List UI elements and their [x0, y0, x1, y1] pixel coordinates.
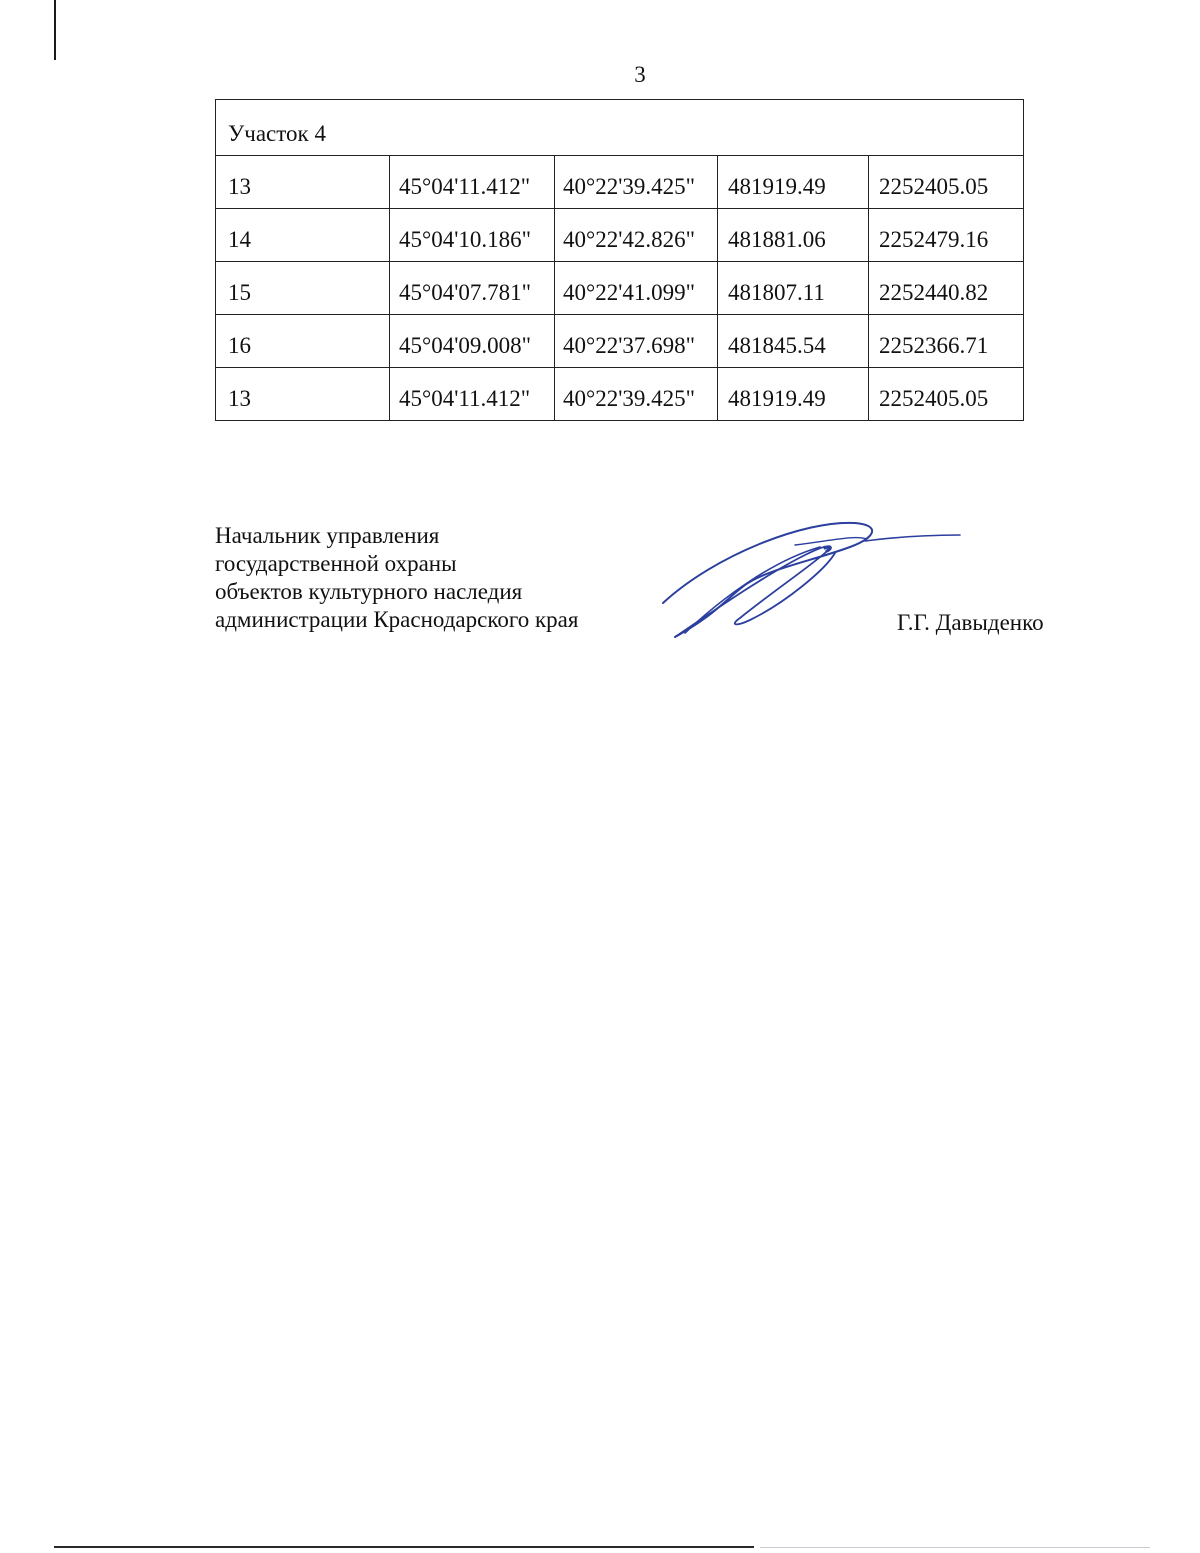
scan-edge-bottom [54, 1546, 754, 1548]
table-row [216, 368, 1024, 421]
table-cell: 481845.54 [718, 315, 869, 368]
table-row [216, 209, 1024, 262]
table-row [216, 262, 1024, 315]
table-cell: 40°22'39.425" [555, 368, 718, 421]
table-cell: 14 [216, 209, 390, 262]
table-cell: 13 [216, 156, 390, 209]
table-cell: 45°04'09.008" [390, 315, 555, 368]
section-label: Участок 4 [216, 100, 1024, 156]
table-cell: 481919.49 [718, 156, 869, 209]
table-cell: 15 [216, 262, 390, 315]
table-cell: 45°04'11.412" [390, 156, 555, 209]
table-section-row [216, 100, 1024, 156]
page-number: 3 [634, 62, 646, 87]
table-cell: 481807.11 [718, 262, 869, 315]
table-cell: 16 [216, 315, 390, 368]
table-cell: 2252366.71 [869, 315, 1024, 368]
table-cell: 40°22'39.425" [555, 156, 718, 209]
signatory-title-line: администрации Краснодарского края [215, 607, 579, 632]
table-cell: 2252479.16 [869, 209, 1024, 262]
signatory-title-line: объектов культурного наследия [215, 579, 523, 604]
table-cell: 2252405.05 [869, 156, 1024, 209]
table-cell: 45°04'11.412" [390, 368, 555, 421]
scan-edge-bottom-faint [760, 1547, 1150, 1548]
table-cell: 45°04'10.186" [390, 209, 555, 262]
table-cell: 45°04'07.781" [390, 262, 555, 315]
table-cell: 481881.06 [718, 209, 869, 262]
table-cell: 481919.49 [718, 368, 869, 421]
table-row [216, 156, 1024, 209]
table-cell: 13 [216, 368, 390, 421]
table-cell: 40°22'42.826" [555, 209, 718, 262]
signatory-title-line: Начальник управления [215, 523, 440, 548]
coordinates-table [215, 99, 1024, 421]
table-cell: 2252405.05 [869, 368, 1024, 421]
signatory-title [215, 522, 578, 634]
table-row [216, 315, 1024, 368]
table-cell: 2252440.82 [869, 262, 1024, 315]
table-cell: 40°22'41.099" [555, 262, 718, 315]
scan-edge-left [54, 0, 56, 60]
signatory-name: Г.Г. Давыденко [897, 610, 1044, 635]
signatory-title-line: государственной охраны [215, 551, 457, 576]
table-cell: 40°22'37.698" [555, 315, 718, 368]
